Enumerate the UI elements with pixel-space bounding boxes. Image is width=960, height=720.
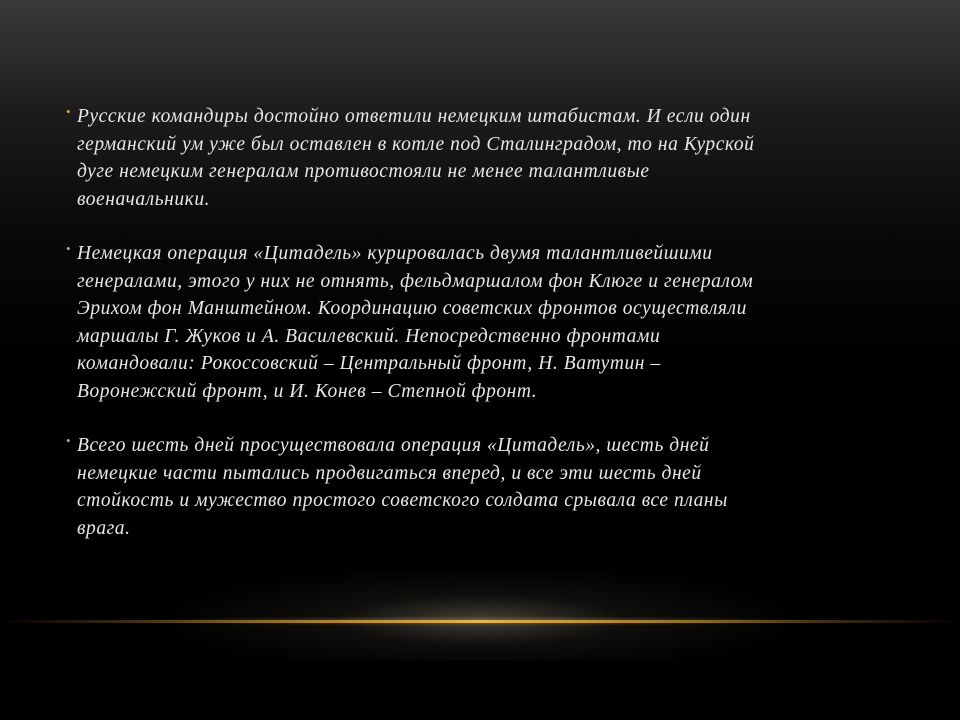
bullet-text: Русские командиры достойно ответили немецким штабистам. И если один германский ум уже был оставлен в котле под Сталинградом, то на Курской дуге немецким генералам противостояли не менее талантливые военачальники.: [77, 106, 755, 210]
accent-line: [0, 620, 960, 623]
bullet-list: [66, 103, 776, 569]
bullet-item: [66, 240, 776, 405]
bullet-item: [66, 103, 776, 213]
bullet-marker: •: [66, 104, 71, 119]
bullet-marker: •: [66, 241, 71, 256]
bullet-item: [66, 432, 776, 542]
bullet-marker: •: [66, 433, 71, 448]
bullet-text: Немецкая операция «Цитадель» курировалась двумя талантливейшими генералами, этого у них не отнять, фельдмаршалом фон Клюге и генералом Эрихом фон Манштейном. Координацию советских фронтов осуществляли маршалы Г. Жуков и А. Василевский. Непосредственно фронтами командовали: Рокоссовский – Центральный фронт, Н. Ватутин – Воронежский фронт, и И. Конев – Степной фронт.: [77, 243, 754, 402]
bullet-text: Всего шесть дней просуществовала операция «Цитадель», шесть дней немецкие части пытались продвигаться вперед, и все эти шесть дней стойкость и мужество простого советского солдата срывала все планы врага.: [77, 435, 728, 539]
